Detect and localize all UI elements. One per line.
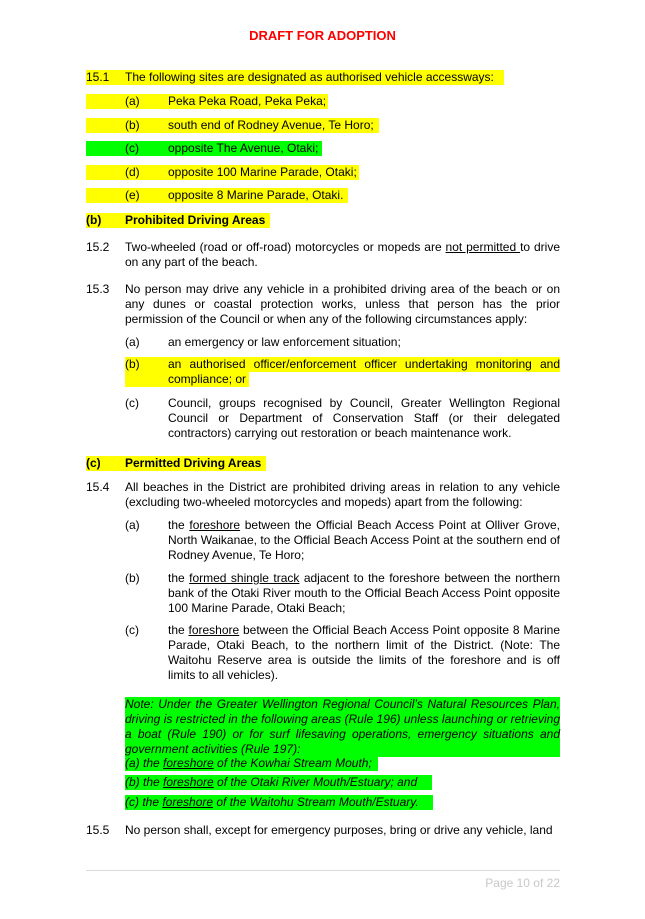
list-item: an emergency or law enforcement situation;: [168, 335, 401, 349]
clause-number-15-5: 15.5: [86, 823, 110, 837]
section-heading-prohibited: Prohibited Driving Areas: [125, 213, 266, 227]
list-item: Council, groups recognised by Council, Greater Wellington Regional Council or Department of Conservation Staff (or their delegated contractors) carrying out restoration or beach maintenance work.: [168, 396, 560, 440]
note-list-item: (c) the foreshore of the Waitohu Stream Mouth/Estuary.: [125, 795, 419, 809]
clause-text-15-3: No person may drive any vehicle in a prohibited driving area of the beach or on any dunes or coastal protection works, unless that person has the prior permission of the Council or when any of the following circumstances apply:: [125, 282, 560, 326]
list-item: Peka Peka Road, Peka Peka;: [168, 94, 327, 108]
clause-text-15-5: No person shall, except for emergency purposes, bring or drive any vehicle, land: [125, 823, 553, 837]
clause-number-15-2: 15.2: [86, 240, 110, 254]
list-item: the formed shingle track adjacent to the foreshore between the northern bank of the Otaki River mouth to the Official Beach Access Point opposite 100 Marine Parade, Otaki Beach;: [168, 571, 560, 615]
section-label-c: (c): [86, 456, 101, 470]
list-label: (b): [125, 118, 140, 132]
list-label: (c): [125, 396, 139, 410]
section-heading-permitted: Permitted Driving Areas: [125, 456, 262, 470]
document-header: DRAFT FOR ADOPTION: [249, 28, 396, 43]
clause-text-15-4: All beaches in the District are prohibited driving areas in relation to any vehicle (excluding two-wheeled motorcycles and mopeds) apart from the following:: [125, 480, 560, 509]
list-label: (d): [125, 165, 140, 179]
list-item: an authorised officer/enforcement officer undertaking monitoring and compliance; or: [168, 357, 560, 386]
list-label: (a): [125, 94, 140, 108]
clause-text-15-2: Two-wheeled (road or off-road) motorcycles or mopeds are not permitted to drive on any part of the beach.: [125, 240, 560, 269]
list-label: (a): [125, 335, 140, 349]
list-label: (b): [125, 357, 140, 371]
list-item: the foreshore between the Official Beach Access Point at Olliver Grove, North Waikanae, to the Official Beach Access Point at the southern end of Rodney Avenue, Te Horo;: [168, 518, 560, 562]
note-list-item: (a) the foreshore of the Kowhai Stream Mouth;: [125, 756, 372, 770]
list-item: opposite 8 Marine Parade, Otaki.: [168, 188, 344, 202]
clause-number-15-1: 15.1: [86, 70, 110, 84]
list-label: (c): [125, 623, 139, 637]
clause-text-15-1: The following sites are designated as authorised vehicle accessways:: [125, 70, 494, 84]
note-list-item: (b) the foreshore of the Otaki River Mouth/Estuary; and: [125, 775, 418, 789]
list-item: opposite 100 Marine Parade, Otaki;: [168, 165, 357, 179]
list-label: (a): [125, 518, 140, 532]
list-item: south end of Rodney Avenue, Te Horo;: [168, 118, 374, 132]
list-label: (c): [125, 141, 139, 155]
clause-number-15-3: 15.3: [86, 282, 110, 296]
regional-plan-note: Note: Under the Greater Wellington Regional Council’s Natural Resources Plan, driving is restricted in the following areas (Rule 196) unless launching or retrieving a boat (Rule 190) or for surf lifesaving operations, emergency situations and government activities (Rule 197):: [125, 697, 560, 756]
list-label: (b): [125, 571, 140, 585]
clause-number-15-4: 15.4: [86, 480, 110, 494]
footer-divider: [86, 870, 560, 871]
list-item: the foreshore between the Official Beach Access Point opposite 8 Marine Parade, Otaki Beach, to the northern limit of the District. (Note: The Waitohu Reserve area is outside the limits of the foreshore and is off limits to all vehicles).: [168, 623, 560, 682]
section-label-b: (b): [86, 213, 102, 227]
list-label: (e): [125, 188, 140, 202]
list-item: opposite The Avenue, Otaki;: [168, 141, 319, 155]
page-number: Page 10 of 22: [485, 876, 560, 890]
